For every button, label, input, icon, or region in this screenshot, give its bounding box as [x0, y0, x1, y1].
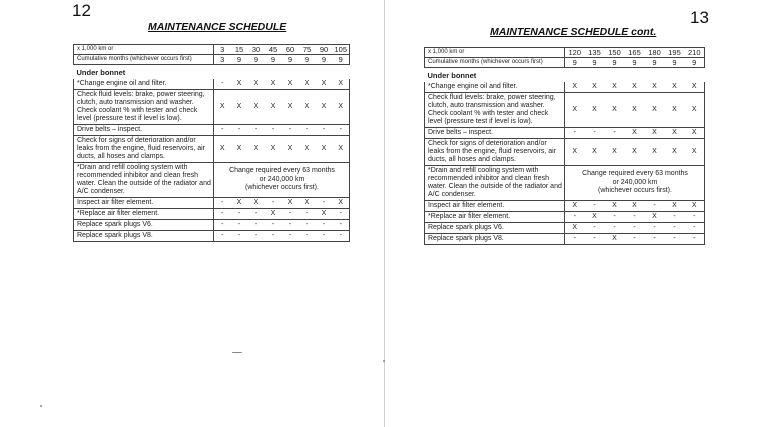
schedule-cell: X	[565, 82, 585, 93]
schedule-cell: X	[625, 82, 645, 93]
schedule-cell: X	[685, 128, 705, 139]
task-label: *Drain and refill cooling system with recommended inhibitor and clean fresh water. Clean the outside of the radiator and A/C condenser.	[425, 166, 565, 201]
schedule-cell: X	[299, 79, 316, 90]
schedule-cell: X	[625, 139, 645, 166]
schedule-cell: X	[565, 139, 585, 166]
header-value: 9	[248, 55, 265, 65]
schedule-cell: -	[248, 231, 265, 242]
schedule-cell: -	[299, 231, 316, 242]
schedule-cell: X	[665, 139, 685, 166]
task-label: Check for signs of deterioration and/or leaks from the engine, fluid reservoirs, air ducts, all hoses and clamps.	[425, 139, 565, 166]
task-label: Replace spark plugs V8.	[425, 234, 565, 245]
schedule-cell: -	[665, 223, 685, 234]
schedule-cell: -	[565, 128, 585, 139]
header-value: 9	[333, 55, 350, 65]
page-gutter	[384, 0, 385, 427]
header-value: 75	[299, 45, 316, 55]
header-value: 9	[665, 58, 685, 68]
schedule-cell: X	[645, 139, 665, 166]
schedule-cell: -	[265, 125, 282, 136]
schedule-cell: -	[565, 212, 585, 223]
schedule-cell: X	[685, 201, 705, 212]
schedule-cell: X	[231, 136, 248, 163]
schedule-cell: -	[231, 231, 248, 242]
schedule-cell: -	[333, 209, 350, 220]
task-label: Check fluid levels: brake, power steering, clutch, auto transmission and washer. Check coolant % with tester and check level (pressure test if level is low).	[74, 90, 214, 125]
schedule-cell: X	[585, 82, 605, 93]
schedule-row	[425, 166, 705, 201]
header-value: 120	[565, 48, 585, 58]
header-value: 3	[214, 45, 231, 55]
task-label: *Replace air filter element.	[425, 212, 565, 223]
schedule-cell: X	[665, 82, 685, 93]
schedule-cell: X	[645, 212, 665, 223]
schedule-row	[425, 93, 705, 128]
schedule-row	[74, 163, 350, 198]
schedule-cell: X	[231, 198, 248, 209]
schedule-cell: X	[645, 93, 665, 128]
section-heading: Under bonnet	[76, 68, 126, 77]
schedule-cell: X	[665, 93, 685, 128]
schedule-cell: X	[265, 90, 282, 125]
schedule-cell: X	[214, 136, 231, 163]
schedule-cell: X	[299, 198, 316, 209]
schedule-row	[74, 198, 350, 209]
page-number-right: 13	[690, 8, 709, 27]
schedule-row	[425, 201, 705, 212]
schedule-cell: X	[248, 198, 265, 209]
header-value: 180	[645, 48, 665, 58]
schedule-cell: -	[248, 220, 265, 231]
schedule-cell: X	[665, 201, 685, 212]
header-label: Cumulative months (whichever occurs first)	[74, 55, 214, 65]
schedule-cell: -	[685, 234, 705, 245]
schedule-cell: X	[565, 93, 585, 128]
header-value: 9	[265, 55, 282, 65]
schedule-cell: X	[645, 82, 665, 93]
schedule-cell: -	[282, 220, 299, 231]
task-label: *Replace air filter element.	[74, 209, 214, 220]
interval-note-line: Change required every 63 months	[229, 167, 335, 175]
schedule-cell: X	[605, 139, 625, 166]
schedule-cell: -	[645, 223, 665, 234]
header-value: 90	[316, 45, 333, 55]
interval-note	[214, 163, 350, 198]
section-heading: Under bonnet	[427, 71, 477, 80]
schedule-cell: -	[333, 220, 350, 231]
header-row	[74, 45, 350, 55]
schedule-cell: -	[585, 223, 605, 234]
interval-note-line: (whichever occurs first).	[245, 184, 319, 192]
schedule-cell: -	[685, 223, 705, 234]
schedule-cell: X	[625, 201, 645, 212]
schedule-cell: X	[316, 209, 333, 220]
schedule-cell: -	[214, 198, 231, 209]
header-value: 150	[605, 48, 625, 58]
schedule-cell: X	[605, 201, 625, 212]
task-label: Check fluid levels: brake, power steering, clutch, auto transmission and washer. Check coolant % with tester and check level (pressure test if level is low).	[425, 93, 565, 128]
schedule-cell: X	[248, 79, 265, 90]
task-label: Inspect air filter element.	[425, 201, 565, 212]
header-value: 165	[625, 48, 645, 58]
schedule-cell: X	[299, 136, 316, 163]
schedule-cell: -	[231, 125, 248, 136]
header-value: 9	[299, 55, 316, 65]
schedule-cell: -	[214, 209, 231, 220]
task-label: Inspect air filter element.	[74, 198, 214, 209]
schedule-cell: X	[605, 93, 625, 128]
schedule-cell: -	[585, 128, 605, 139]
schedule-cell: X	[333, 90, 350, 125]
header-value: 9	[231, 55, 248, 65]
header-value: 195	[665, 48, 685, 58]
schedule-cell: -	[282, 209, 299, 220]
schedule-cell: -	[585, 201, 605, 212]
schedule-table-right	[424, 47, 705, 245]
schedule-cell: -	[565, 234, 585, 245]
schedule-cell: X	[265, 209, 282, 220]
schedule-cell: -	[214, 231, 231, 242]
schedule-cell: X	[231, 79, 248, 90]
schedule-cell: X	[333, 198, 350, 209]
schedule-cell: X	[605, 234, 625, 245]
schedule-row	[425, 212, 705, 223]
schedule-cell: X	[282, 198, 299, 209]
task-label: *Drain and refill cooling system with recommended inhibitor and clean fresh water. Clean the outside of the radiator and A/C condenser.	[74, 163, 214, 198]
schedule-row	[74, 90, 350, 125]
task-label: Replace spark plugs V6.	[425, 223, 565, 234]
schedule-cell: -	[214, 125, 231, 136]
header-label: x 1,000 km or	[425, 48, 565, 58]
schedule-cell: -	[248, 125, 265, 136]
schedule-cell: X	[665, 128, 685, 139]
schedule-cell: X	[265, 136, 282, 163]
header-value: 9	[585, 58, 605, 68]
schedule-row	[74, 136, 350, 163]
schedule-table-left	[73, 44, 350, 242]
schedule-cell: X	[282, 136, 299, 163]
schedule-cell: X	[265, 79, 282, 90]
task-label: Check for signs of deterioration and/or leaks from the engine, fluid reservoirs, air ducts, all hoses and clamps.	[74, 136, 214, 163]
interval-note	[565, 166, 705, 201]
schedule-cell: -	[605, 128, 625, 139]
task-label: Drive belts – inspect.	[425, 128, 565, 139]
section-row	[74, 65, 350, 80]
header-value: 60	[282, 45, 299, 55]
header-value: 9	[685, 58, 705, 68]
task-label: *Change engine oil and filter.	[74, 79, 214, 90]
schedule-row	[425, 234, 705, 245]
schedule-cell: X	[299, 90, 316, 125]
schedule-row	[74, 231, 350, 242]
schedule-cell: X	[248, 136, 265, 163]
interval-note-line: Change required every 63 months	[582, 170, 688, 178]
header-value: 210	[685, 48, 705, 58]
schedule-cell: X	[316, 90, 333, 125]
header-value: 9	[316, 55, 333, 65]
schedule-row	[425, 223, 705, 234]
schedule-cell: -	[333, 125, 350, 136]
schedule-cell: -	[625, 234, 645, 245]
header-label: x 1,000 km or	[74, 45, 214, 55]
schedule-cell: X	[248, 90, 265, 125]
schedule-cell: -	[248, 209, 265, 220]
page-title-right: MAINTENANCE SCHEDULE cont.	[490, 26, 657, 38]
schedule-cell: -	[316, 220, 333, 231]
header-value: 3	[214, 55, 231, 65]
header-label: Cumulative months (whichever occurs first)	[425, 58, 565, 68]
schedule-cell: -	[685, 212, 705, 223]
schedule-cell: -	[585, 234, 605, 245]
header-value: 9	[605, 58, 625, 68]
header-value: 45	[265, 45, 282, 55]
schedule-cell: X	[585, 212, 605, 223]
schedule-cell: -	[316, 125, 333, 136]
schedule-cell: -	[316, 231, 333, 242]
header-value: 9	[625, 58, 645, 68]
section-row	[425, 68, 705, 83]
header-row	[425, 58, 705, 68]
header-value: 9	[645, 58, 665, 68]
schedule-cell: -	[605, 212, 625, 223]
schedule-cell: X	[605, 82, 625, 93]
schedule-cell: X	[685, 139, 705, 166]
schedule-cell: -	[265, 198, 282, 209]
interval-note-line: or 240,000 km	[259, 175, 305, 183]
schedule-cell: X	[333, 136, 350, 163]
schedule-cell: -	[645, 201, 665, 212]
schedule-cell: -	[665, 234, 685, 245]
schedule-cell: -	[282, 231, 299, 242]
schedule-cell: X	[231, 90, 248, 125]
schedule-cell: -	[214, 79, 231, 90]
schedule-cell: X	[685, 93, 705, 128]
schedule-cell: -	[265, 231, 282, 242]
schedule-cell: -	[231, 220, 248, 231]
schedule-cell: -	[333, 231, 350, 242]
schedule-cell: X	[214, 90, 231, 125]
header-value: 105	[333, 45, 350, 55]
schedule-cell: X	[585, 139, 605, 166]
schedule-cell: X	[625, 93, 645, 128]
schedule-cell: X	[645, 128, 665, 139]
schedule-cell: -	[299, 125, 316, 136]
schedule-cell: -	[625, 223, 645, 234]
header-value: 135	[585, 48, 605, 58]
schedule-cell: -	[214, 220, 231, 231]
schedule-cell: -	[299, 220, 316, 231]
schedule-cell: X	[282, 90, 299, 125]
schedule-cell: X	[565, 223, 585, 234]
schedule-cell: -	[625, 212, 645, 223]
schedule-row	[74, 220, 350, 231]
task-label: Replace spark plugs V8.	[74, 231, 214, 242]
schedule-cell: -	[231, 209, 248, 220]
schedule-cell: X	[316, 79, 333, 90]
scan-mark	[383, 360, 385, 362]
page-number-left: 12	[72, 1, 91, 20]
schedule-row	[74, 125, 350, 136]
schedule-cell: -	[265, 220, 282, 231]
schedule-cell: X	[333, 79, 350, 90]
schedule-row	[74, 209, 350, 220]
header-value: 30	[248, 45, 265, 55]
schedule-cell: X	[282, 79, 299, 90]
schedule-cell: -	[665, 212, 685, 223]
schedule-row	[425, 139, 705, 166]
schedule-cell: X	[625, 128, 645, 139]
task-label: Replace spark plugs V6.	[74, 220, 214, 231]
interval-note-line: (whichever occurs first).	[598, 187, 672, 195]
schedule-cell: X	[316, 136, 333, 163]
header-value: 9	[282, 55, 299, 65]
schedule-row	[74, 79, 350, 90]
schedule-cell: X	[585, 93, 605, 128]
scan-mark	[40, 405, 42, 407]
schedule-cell: -	[299, 209, 316, 220]
interval-note-line: or 240,000 km	[612, 178, 658, 186]
header-row	[74, 55, 350, 65]
header-value: 15	[231, 45, 248, 55]
task-label: *Change engine oil and filter.	[425, 82, 565, 93]
page-title-left: MAINTENANCE SCHEDULE	[148, 21, 287, 33]
schedule-cell: -	[282, 125, 299, 136]
schedule-cell: X	[685, 82, 705, 93]
header-value: 9	[565, 58, 585, 68]
schedule-cell: -	[605, 223, 625, 234]
task-label: Drive belts – inspect.	[74, 125, 214, 136]
header-row	[425, 48, 705, 58]
schedule-row	[425, 128, 705, 139]
schedule-row	[425, 82, 705, 93]
schedule-cell: X	[565, 201, 585, 212]
schedule-cell: -	[316, 198, 333, 209]
scan-mark	[232, 352, 242, 353]
schedule-cell: -	[645, 234, 665, 245]
